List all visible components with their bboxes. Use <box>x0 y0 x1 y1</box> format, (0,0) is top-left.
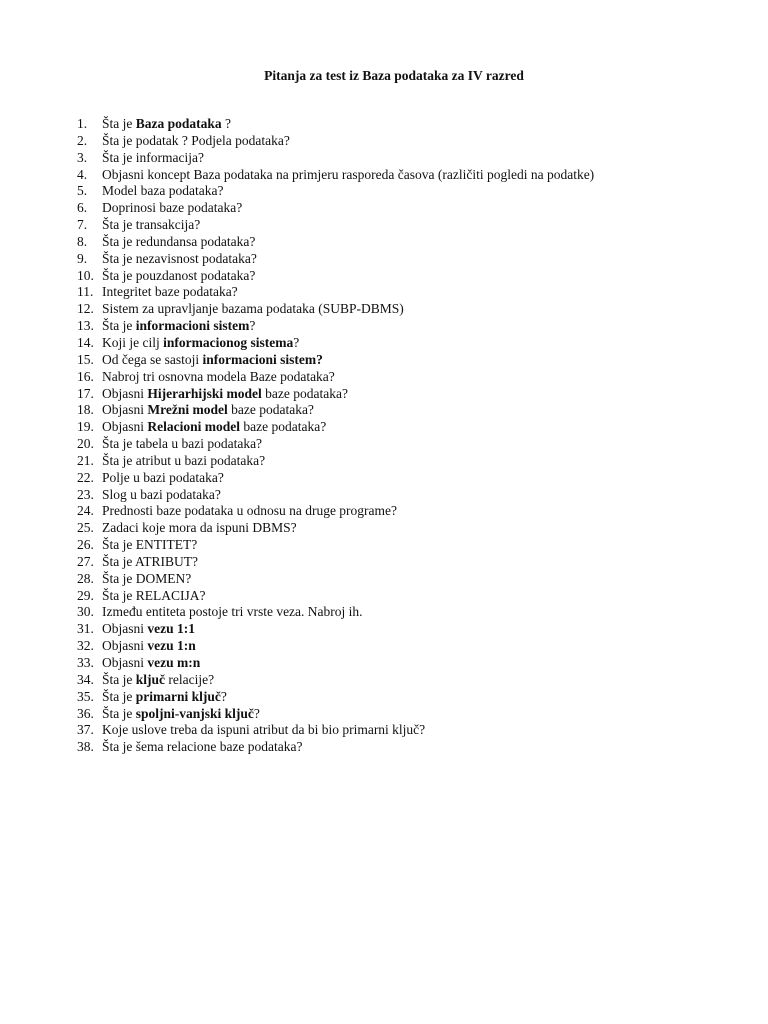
question-text-bold: Baza podataka <box>135 116 222 131</box>
question-text <box>102 335 299 352</box>
question-item <box>77 318 594 335</box>
question-number: 23. <box>77 486 94 502</box>
question-item <box>77 621 594 638</box>
question-number: 17. <box>77 385 94 401</box>
question-text-segment: Objasni <box>102 655 148 670</box>
question-text-segment: Šta je nezavisnost podataka? <box>102 250 257 266</box>
question-text <box>102 150 204 167</box>
question-number: 31. <box>77 621 94 637</box>
question-number: 21. <box>77 452 94 468</box>
question-item <box>77 470 594 487</box>
question-number: 27. <box>77 553 94 569</box>
question-text-segment: Objasni koncept Baza podataka na primjeru rasporeda časova (različiti pogledi na podatke) <box>102 166 595 182</box>
question-text-segment: Zadaci koje mora da ispuni DBMS? <box>102 520 297 536</box>
question-number: 8. <box>77 233 88 249</box>
question-text-segment: Sistem za upravljanje bazama podataka (SUBP-DBMS) <box>102 301 404 317</box>
question-text <box>102 386 348 403</box>
question-text-segment: Šta je pouzdanost podataka? <box>102 267 256 283</box>
question-text-bold: informacioni sistem? <box>202 351 323 367</box>
question-item <box>77 183 594 200</box>
question-text-segment: Objasni <box>102 419 148 435</box>
question-text <box>102 689 227 706</box>
question-item <box>77 402 594 419</box>
question-number: 14. <box>77 334 94 350</box>
question-number: 16. <box>77 368 94 384</box>
question-item <box>77 352 594 369</box>
question-text <box>102 116 231 133</box>
question-number: 29. <box>77 587 94 603</box>
question-text-segment: Šta je informacija? <box>102 149 204 165</box>
question-item <box>77 436 594 453</box>
question-text-segment: ? <box>253 705 260 721</box>
question-text-bold: primarni ključ <box>135 688 221 704</box>
question-text-segment: Šta je RELACIJA? <box>102 587 206 603</box>
question-text-segment: Šta je <box>102 318 136 334</box>
question-number: 13. <box>77 318 94 334</box>
question-text-segment: Prednosti baze podataka u odnosu na druge programe? <box>102 503 398 519</box>
question-number: 36. <box>77 705 94 721</box>
question-text <box>102 503 397 520</box>
question-number: 37. <box>77 722 94 738</box>
question-number: 32. <box>77 638 94 654</box>
question-text-segment: Šta je šema relacione baze podataka? <box>102 739 303 755</box>
question-item <box>77 268 594 285</box>
question-number: 24. <box>77 503 94 519</box>
question-text-segment: Od čega se sastoji <box>102 351 203 367</box>
question-item <box>77 604 594 621</box>
question-text-segment: relacije? <box>165 671 215 687</box>
question-number: 4. <box>77 166 88 182</box>
question-number: 11. <box>77 284 94 300</box>
question-text <box>102 234 255 251</box>
question-text-segment: Objasni <box>102 621 148 637</box>
question-text <box>102 554 198 571</box>
question-number: 3. <box>77 149 88 165</box>
question-text <box>102 520 297 537</box>
question-text-segment: Šta je atribut u bazi podataka? <box>102 452 266 468</box>
question-text-segment: ? <box>221 116 232 131</box>
question-text-segment: Objasni <box>102 402 148 418</box>
question-number: 25. <box>77 520 94 536</box>
question-number: 30. <box>77 604 94 620</box>
question-list <box>77 116 594 756</box>
question-number: 9. <box>77 250 88 266</box>
question-number: 1. <box>77 116 88 131</box>
question-text <box>102 352 323 369</box>
question-text-segment: Polje u bazi podataka? <box>102 469 224 485</box>
question-text-segment: baze podataka? <box>261 385 348 401</box>
question-text-segment: Šta je <box>102 705 136 721</box>
question-item <box>77 689 594 706</box>
question-item <box>77 739 594 756</box>
question-item <box>77 520 594 537</box>
question-text <box>102 436 262 453</box>
question-item <box>77 419 594 436</box>
question-number: 35. <box>77 688 94 704</box>
question-text-segment: ? <box>220 688 227 704</box>
question-text <box>102 537 197 554</box>
question-text-segment: Šta je <box>102 688 136 704</box>
question-item <box>77 672 594 689</box>
question-item <box>77 554 594 571</box>
question-text-segment: Šta je podatak ? Podjela podataka? <box>102 132 290 148</box>
question-item <box>77 284 594 301</box>
question-text <box>102 167 594 184</box>
question-item <box>77 116 594 133</box>
question-item <box>77 335 594 352</box>
question-text <box>102 487 221 504</box>
question-number: 7. <box>77 217 88 233</box>
question-item <box>77 537 594 554</box>
question-text-bold: Mrežni model <box>147 402 228 418</box>
question-text <box>102 284 238 301</box>
question-item <box>77 133 594 150</box>
document-title: Pitanja za test iz Baza podataka za IV razred <box>264 68 524 83</box>
question-text-segment: Objasni <box>102 638 148 654</box>
question-text-bold: Relacioni model <box>147 419 240 435</box>
question-text-segment: Model baza podataka? <box>102 183 224 199</box>
question-text-segment: Šta je DOMEN? <box>102 570 192 586</box>
question-text <box>102 722 425 739</box>
question-text-segment: Objasni <box>102 385 148 401</box>
question-text-segment: Šta je redundansa podataka? <box>102 233 256 249</box>
question-text <box>102 604 363 621</box>
question-text <box>102 419 326 436</box>
question-text-segment: Između entiteta postoje tri vrste veza. Nabroj ih. <box>102 604 363 620</box>
question-text <box>102 251 257 268</box>
question-item <box>77 301 594 318</box>
question-item <box>77 453 594 470</box>
question-text-segment: Šta je <box>102 671 136 687</box>
question-text <box>102 638 196 655</box>
question-text-bold: spoljni-vanjski ključ <box>135 705 254 721</box>
question-text-segment: Šta je ATRIBUT? <box>102 553 198 569</box>
question-text <box>102 621 195 638</box>
question-text-segment: Koje uslove treba da ispuni atribut da bi bio primarni ključ? <box>102 722 426 738</box>
question-item <box>77 588 594 605</box>
question-text <box>102 706 260 723</box>
question-text-segment: Koji je cilj <box>102 334 164 350</box>
question-text <box>102 571 191 588</box>
question-number: 20. <box>77 436 94 452</box>
question-text-bold: informacioni sistem <box>135 318 250 334</box>
question-number: 38. <box>77 739 94 755</box>
question-number: 19. <box>77 419 94 435</box>
question-number: 34. <box>77 671 94 687</box>
question-number: 6. <box>77 200 88 216</box>
question-item <box>77 251 594 268</box>
question-number: 18. <box>77 402 94 418</box>
question-text-segment: Integritet baze podataka? <box>102 284 238 300</box>
question-item <box>77 706 594 723</box>
question-text-bold: vezu m:n <box>147 655 201 670</box>
question-text <box>102 672 214 689</box>
question-text-segment: Šta je tabela u bazi podataka? <box>102 436 263 452</box>
question-text-segment: Nabroj tri osnovna modela Baze podataka? <box>102 368 335 384</box>
question-item <box>77 167 594 184</box>
question-text-bold: ključ <box>135 671 166 687</box>
question-text-segment: Šta je <box>102 116 136 131</box>
question-text <box>102 183 223 200</box>
question-item <box>77 369 594 386</box>
question-text-bold: informacionog sistema <box>163 334 294 350</box>
question-text <box>102 200 242 217</box>
question-number: 26. <box>77 537 94 553</box>
question-item <box>77 234 594 251</box>
question-text-segment: ? <box>249 318 256 334</box>
question-text-segment: ? <box>293 334 300 350</box>
question-text <box>102 470 224 487</box>
question-text <box>102 588 206 605</box>
question-item <box>77 638 594 655</box>
question-text-segment: Šta je transakcija? <box>102 217 201 233</box>
question-number: 2. <box>77 132 88 148</box>
question-item <box>77 503 594 520</box>
question-text-bold: vezu 1:1 <box>147 621 195 637</box>
question-item <box>77 655 594 672</box>
question-item <box>77 150 594 167</box>
question-text <box>102 739 303 756</box>
question-number: 10. <box>77 267 94 283</box>
question-text-segment: baze podataka? <box>227 402 314 418</box>
question-item <box>77 217 594 234</box>
question-number: 33. <box>77 655 94 670</box>
question-text <box>102 318 255 335</box>
question-item <box>77 571 594 588</box>
question-number: 28. <box>77 570 94 586</box>
question-text-bold: vezu 1:n <box>147 638 196 654</box>
question-text <box>102 453 265 470</box>
question-text <box>102 402 314 419</box>
question-number: 22. <box>77 469 94 485</box>
question-text-segment: Slog u bazi podataka? <box>102 486 221 502</box>
question-item <box>77 487 594 504</box>
question-text-bold: Hijerarhijski model <box>147 385 262 401</box>
question-text-segment: baze podataka? <box>240 419 327 435</box>
question-item <box>77 200 594 217</box>
question-item <box>77 722 594 739</box>
question-item <box>77 386 594 403</box>
question-text <box>102 133 290 150</box>
question-text-segment: Doprinosi baze podataka? <box>102 200 243 216</box>
question-text <box>102 369 335 386</box>
question-text-segment: Šta je ENTITET? <box>102 537 198 553</box>
question-text <box>102 655 200 672</box>
question-text <box>102 268 255 285</box>
question-number: 15. <box>77 351 94 367</box>
question-number: 5. <box>77 183 88 199</box>
question-text <box>102 217 200 234</box>
question-text <box>102 301 404 318</box>
question-number: 12. <box>77 301 94 317</box>
